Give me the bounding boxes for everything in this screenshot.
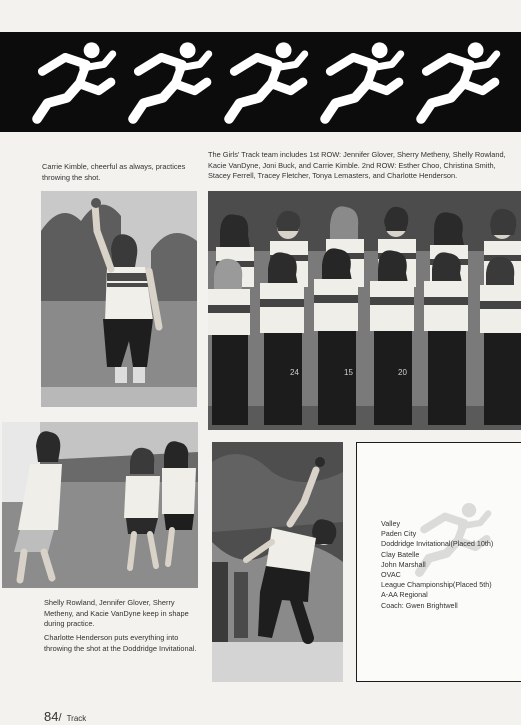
photo-carrie-kimble	[41, 191, 197, 407]
photo-shot-put	[212, 442, 343, 682]
results-list	[381, 519, 493, 611]
photo-team	[208, 191, 521, 430]
runners-caption: Shelly Rowland, Jennifer Glover, Sherry Metheny, and Kacie VanDyne keep in shape during practice.	[44, 598, 189, 628]
team-caption-line: Kacie VanDyne, Joni Buck, and Carrie Kimble. 2nd ROW: Esther Choo, Christina Smith,	[208, 160, 496, 170]
track-banner	[0, 32, 521, 132]
results-item: Valley	[381, 519, 401, 528]
jersey-number: 20	[398, 368, 407, 377]
results-item: League Championship(Placed 5th)	[381, 580, 492, 590]
results-box	[356, 442, 521, 682]
results-item: Doddridge Invitational(Placed 10th)	[381, 539, 494, 549]
page-footer: 84/ Track	[44, 709, 87, 724]
running-figure-icon	[316, 38, 408, 126]
photo-runners-practice	[2, 422, 198, 588]
results-item: Coach: Gwen Brightwell	[381, 600, 458, 610]
results-item: OVAC	[381, 570, 401, 580]
kimble-caption: Carrie Kimble, cheerful as always, practices throwing the shot.	[42, 162, 186, 182]
results-item: John Marshall	[381, 559, 426, 569]
running-figure-icon	[124, 38, 216, 126]
team-caption-line: The Girls' Track team includes 1st ROW: Jennifer Glover, Sherry Metheny, Shelly Rowland,	[208, 150, 506, 159]
results-item: Paden City	[381, 529, 417, 539]
jersey-number: 15	[344, 368, 353, 377]
page-number: 84	[44, 709, 59, 724]
running-figure-icon	[412, 38, 504, 126]
section-name: Track	[66, 714, 87, 723]
running-figure-icon	[220, 38, 312, 126]
team-caption	[208, 150, 521, 182]
results-item: Clay Batelle	[381, 549, 420, 559]
jersey-number: 24	[290, 368, 299, 377]
running-figure-icon	[28, 38, 120, 126]
team-caption-line: Stacey Ferrell, Tracey Fletcher, Tonya Lemasters, and Charlotte Henderson.	[208, 171, 458, 180]
results-item: A-AA Regional	[381, 590, 428, 600]
henderson-caption: Charlotte Henderson puts everything into throwing the shot at the Doddridge Invitational.	[44, 633, 197, 653]
